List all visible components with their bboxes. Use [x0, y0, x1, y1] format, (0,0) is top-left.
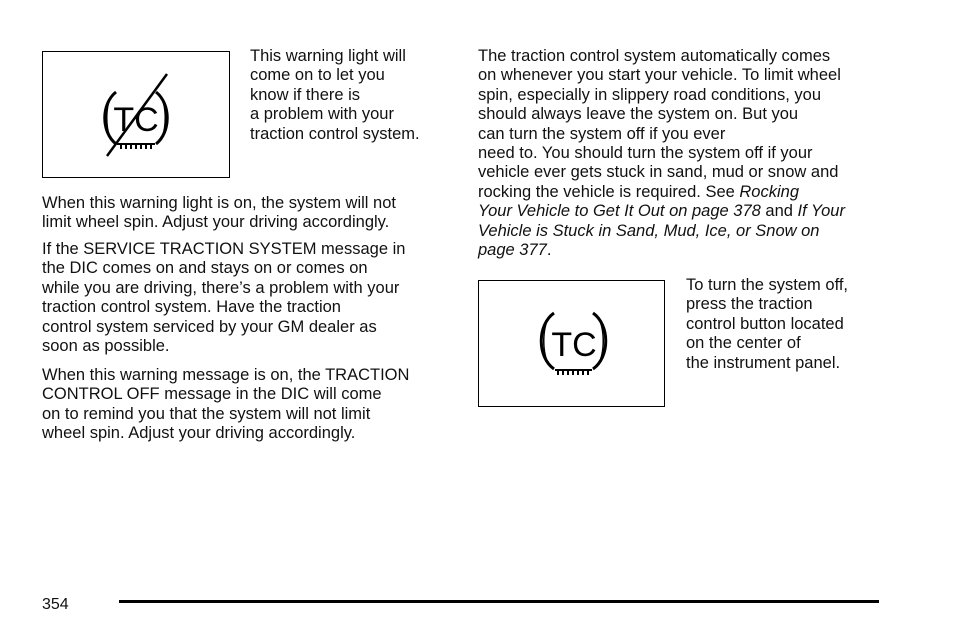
caption-line: come on to let you — [250, 66, 385, 85]
text-line: vehicle ever gets stuck in sand, mud or snow and — [478, 163, 839, 182]
text-line: on to remind you that the system will not limit — [42, 404, 371, 423]
text-line: When this warning light is on, the system will not — [42, 194, 396, 212]
right-paragraph-1 — [478, 47, 845, 260]
text-line: When this warning message is on, the TRACTION — [42, 366, 410, 384]
sentence-end: . — [546, 241, 552, 260]
caption-line: control button located — [686, 314, 844, 333]
text-line: while you are driving, there’s a problem with your — [42, 278, 400, 297]
caption-line: the instrument panel. — [686, 353, 841, 372]
left-paragraph-3 — [42, 366, 409, 444]
text-line: CONTROL OFF message in the DIC will come — [42, 385, 382, 404]
page-number: 354 — [42, 596, 69, 613]
button-label: TC — [551, 326, 597, 364]
text-line — [478, 222, 845, 241]
footer-rule — [119, 600, 879, 603]
text-line: need to. You should turn the system off if your — [478, 144, 813, 163]
text-line: traction control system. Have the traction — [42, 298, 341, 317]
text-line: soon as possible. — [42, 337, 170, 356]
text-line: The traction control system automatically comes — [478, 47, 831, 65]
text-line: should always leave the system on. But you — [478, 105, 799, 124]
rocking-vehicle-reference: Rocking — [739, 182, 800, 201]
vehicle-stuck-reference: Vehicle is Stuck in Sand, Mud, Ice, or Snow on — [478, 221, 820, 240]
traction-button-icon — [479, 281, 663, 405]
traction-button-figure — [478, 280, 665, 407]
text-line — [478, 241, 845, 260]
left-paragraph-2 — [42, 240, 405, 356]
vehicle-stuck-reference: page 377 — [478, 241, 547, 260]
caption-line: This warning light will — [250, 47, 406, 65]
traction-warning-light-icon — [43, 52, 228, 176]
left-paragraph-1 — [42, 194, 396, 233]
traction-warning-light-figure — [42, 51, 230, 178]
caption-line: press the traction — [686, 295, 813, 314]
text-line: can turn the system off if you ever — [478, 124, 726, 143]
reference-joiner: and — [760, 202, 798, 221]
text-line: limit wheel spin. Adjust your driving accordingly. — [42, 213, 390, 232]
see-prefix: rocking the vehicle is required. See — [478, 182, 740, 201]
warning-light-label: TC — [113, 101, 159, 139]
button-caption — [686, 276, 848, 373]
text-line — [478, 183, 845, 202]
warning-light-caption — [250, 47, 420, 144]
caption-line: To turn the system off, — [686, 276, 849, 294]
caption-line: a problem with your — [250, 105, 394, 124]
text-line: control system serviced by your GM dealer as — [42, 317, 377, 336]
rocking-vehicle-reference: Your Vehicle to Get It Out on page 378 — [478, 202, 761, 221]
vehicle-stuck-reference: If Your — [797, 202, 845, 221]
text-line — [478, 202, 845, 221]
caption-line: on the center of — [686, 334, 801, 353]
text-line: spin, especially in slippery road conditions, you — [478, 85, 822, 104]
text-line: wheel spin. Adjust your driving accordingly. — [42, 424, 356, 443]
text-line: on whenever you start your vehicle. To limit wheel — [478, 66, 841, 85]
caption-line: traction control system. — [250, 124, 420, 143]
text-line: the DIC comes on and stays on or comes on — [42, 259, 368, 278]
text-line: If the SERVICE TRACTION SYSTEM message in — [42, 240, 406, 258]
caption-line: know if there is — [250, 85, 361, 104]
